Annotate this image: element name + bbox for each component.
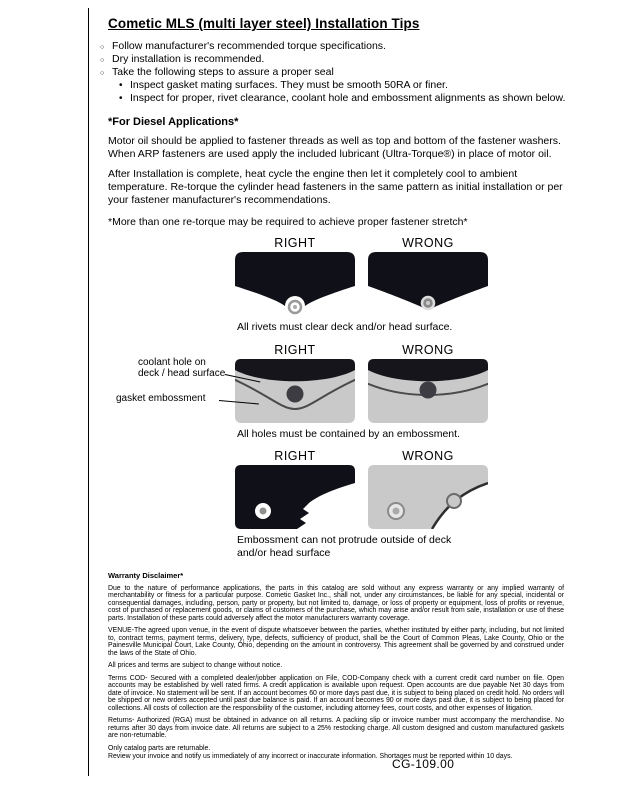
warranty-paragraph: Review your invoice and notify us immediately of any incorrect or inaccurate information. Shortages must be reported within 10 days.	[108, 753, 513, 760]
protrusion-caption	[237, 534, 507, 559]
embossment-wrong-diagram	[368, 359, 488, 423]
right-label: RIGHT	[274, 236, 316, 250]
diagram-row-protrusion	[235, 449, 495, 559]
tip-item: ○ Dry installation is recommended.	[100, 53, 578, 66]
protrusion-caption-line1: Embossment can not protrude outside of deck	[237, 534, 452, 546]
warranty-heading: Warranty Disclaimer*	[108, 571, 184, 580]
tip-item: ○ Take the following steps to assure a proper seal	[100, 66, 578, 79]
holes-caption: All holes must be contained by an embossment.	[237, 427, 460, 440]
wrong-label: WRONG	[402, 449, 454, 463]
warranty-paragraph: VENUE-The agreed upon venue, in the event of dispute whatsoever between the parties, whether instituted by either party, including, but not limited to, contract terms, payment terms, delivery, type, defects, sufficiency of product, shall be the Court of Common Pleas, Lake County, Ohio or the Painesville Municipal Court, Lake County, Ohio, depending on the amount in controversy. This agreement shall be governed by and construed under the laws of the State of Ohio.	[108, 627, 564, 657]
coolant-hole-icon	[287, 385, 304, 402]
tip-sub-item: • Inspect gasket mating surfaces. They must be smooth 50RA or finer.	[118, 79, 578, 92]
diagram-headers	[235, 236, 495, 250]
diagram-row-holes	[116, 342, 495, 441]
warranty-disclaimer	[108, 572, 564, 766]
wrong-label: WRONG	[402, 342, 454, 357]
diagram-headers	[235, 449, 495, 463]
wrong-label: WRONG	[402, 236, 454, 250]
diagram-images	[235, 252, 495, 316]
protrusion-caption-line2: and/or head surface	[237, 546, 331, 559]
page-title: Cometic MLS (multi layer steel) Installation Tips	[108, 16, 420, 31]
embossment-right-diagram	[235, 359, 355, 423]
tip-sub-item: • Inspect for proper, rivet clearance, coolant hole and embossment alignments as shown below.	[118, 92, 578, 105]
page-content	[100, 16, 578, 568]
coolant-hole-label-line2: deck / head surface	[138, 368, 226, 379]
protruding-embossment-icon	[447, 494, 461, 508]
right-label: RIGHT	[274, 342, 316, 357]
diagram-images	[116, 356, 495, 423]
right-label: RIGHT	[274, 449, 316, 463]
protrusion-right-diagram	[235, 465, 355, 529]
coolant-hole-label-line1: coolant hole on	[138, 356, 206, 368]
rivet-wrong-diagram	[368, 252, 488, 316]
retorque-note: *More than one re-torque may be required to achieve proper fastener stretch*	[108, 216, 468, 228]
diagram-headers	[235, 343, 495, 357]
diesel-paragraph-1: Motor oil should be applied to fastener threads as well as top and bottom of the fastener washers. When ARP fasteners are used apply the included lubricant (Ultra-Torque®) in place of motor oil.	[108, 135, 561, 160]
warranty-paragraph: All prices and terms are subject to change without notice.	[108, 662, 283, 669]
diesel-heading: *For Diesel Applications*	[108, 116, 239, 128]
coolant-hole-icon	[420, 381, 437, 398]
warranty-paragraph: Due to the nature of performance applications, the parts in this catalog are sold without any express warranty or any implied warranty of merchantability or fitness for a particular purpose. Cometic Gasket Inc., shall not, under any circumstances, be liable for any special, incidental or consequential damages, including, person, party or property, but not limited to, damage, or loss of property or equipment, loss of profits or revenue, cost of purchased or replacement goods, or claims of customers of the purchase, which may arise and/or result from sale, installation or use of these parts. Installation of these parts could adversely affect the motor manufacturers warranty coverage.	[108, 584, 564, 622]
rivet-caption: All rivets must clear deck and/or head surface.	[237, 321, 453, 333]
diagram-images	[235, 465, 495, 529]
document-number: CG-109.00	[392, 757, 455, 771]
gasket-embossment-label: gasket embossment	[116, 392, 206, 404]
diesel-paragraph-2: After Installation is complete, heat cycle the engine then let it completely cool to ambient temperature. Re-torque the cylinder head fasteners in the same pattern as initial installation or per your fastener manufacturer's recommendations.	[108, 168, 563, 206]
left-margin-rule	[88, 8, 89, 776]
rivet-right-diagram	[235, 252, 355, 316]
warranty-paragraph: Returns- Authorized (RGA) must be obtained in advance on all returns. A packing slip or invoice number must accompany the merchandise. No returns after 30 days from invoice date. All returns are subject to a 25% restocking charge. All custom designed and custom manufactured gaskets are non-returnable.	[108, 717, 564, 739]
diagram-row-rivets	[235, 236, 495, 334]
installation-tips-list	[100, 40, 578, 105]
warranty-paragraph: Only catalog parts are returnable.	[108, 744, 211, 752]
tip-item: ○ Follow manufacturer's recommended torque specifications.	[100, 40, 578, 53]
diagram-section	[116, 236, 495, 559]
coolant-hole-label	[138, 357, 230, 380]
protrusion-wrong-diagram	[368, 465, 488, 529]
warranty-paragraph: Terms COD- Secured with a completed dealer/jobber application on File, COD-Company check with a current credit card number on file. Open accounts may be established by well rated firms. A credit application is available upon request. Open accounts are due payable Net 30 days from date of invoice. No statement will be sent. If an account becomes 60 or more days past due, it is subject to being placed on credit hold. No orders will be shipped or new orders accepted until past due balance is paid. If an account becomes 90 or more days past due, it is subject to being placed for collections. All costs of collection are the responsibility of the customer, including attorney fees, court costs, and other expenses of litigation.	[108, 674, 564, 712]
